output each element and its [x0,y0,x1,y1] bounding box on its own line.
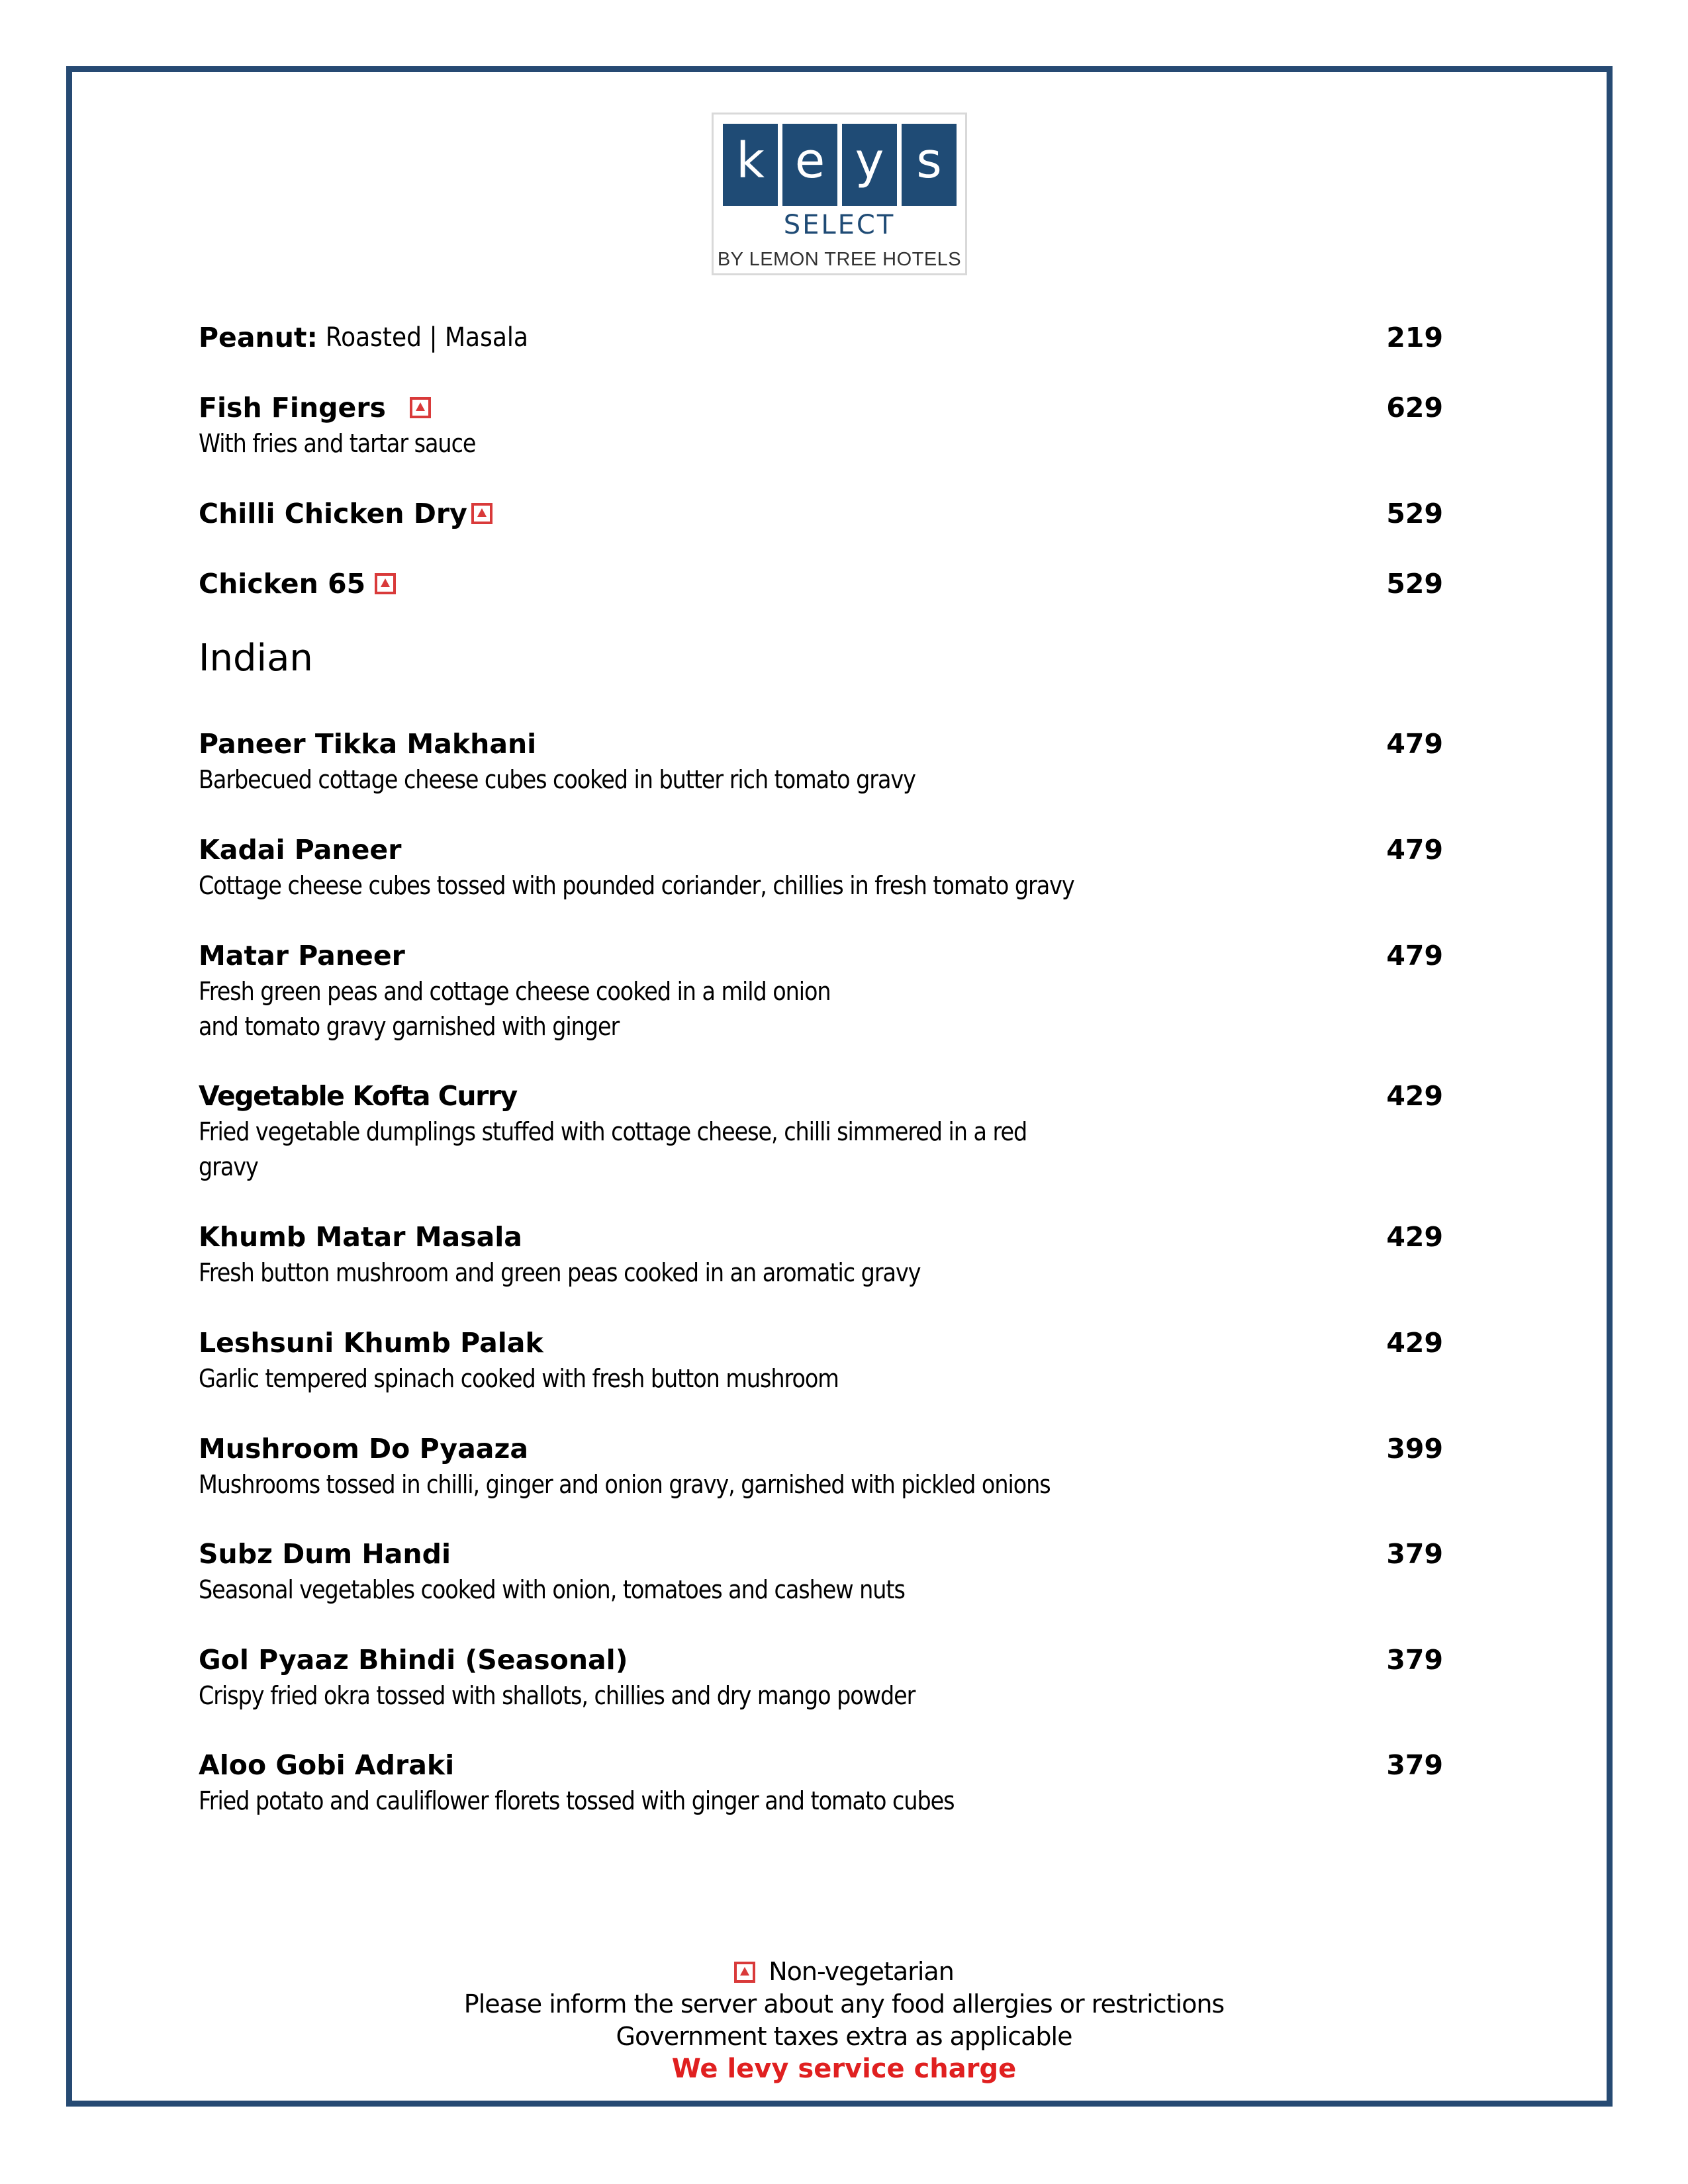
footer-service-charge: We levy service charge [671,2054,1017,2084]
item-name: Matar Paneer [199,940,405,972]
non-veg-icon [375,573,396,594]
menu-item-chilli-chicken-dry [199,495,1443,532]
item-price: 379 [1386,1644,1443,1676]
item-price: 479 [1386,940,1443,972]
item-price: 379 [1386,1749,1443,1781]
menu-item-khumb-matar-masala [199,1218,1443,1291]
item-price: 429 [1386,1080,1443,1112]
menu-item-leshsuni-khumb-palak [199,1324,1443,1396]
menu-item-kadai-paneer [199,831,1443,903]
item-price: 399 [1386,1433,1443,1465]
item-description: Seasonal vegetables cooked with onion, tomatoes and cashew nuts [199,1575,905,1604]
item-description: Barbecued cottage cheese cubes cooked in butter rich tomato gravy [199,765,915,794]
item-description: Mushrooms tossed in chilli, ginger and onion gravy, garnished with pickled onions [199,1470,1051,1499]
item-description: Fried potato and cauliflower florets tossed with ginger and tomato cubes [199,1786,955,1815]
item-name: Peanut: [199,322,318,353]
item-description: Fresh green peas and cottage cheese cooked in a mild onion [199,977,831,1006]
item-price: 219 [1386,322,1443,353]
item-price: 479 [1386,834,1443,866]
non-veg-icon [410,397,431,418]
menu-item-matar-paneer [199,937,1443,1044]
logo-letter-y: y [842,124,897,206]
item-price: 379 [1386,1538,1443,1570]
logo-letter-e: e [782,124,837,206]
item-name: Subz Dum Handi [199,1538,451,1570]
item-name: Vegetable Kofta Curry [199,1080,517,1112]
item-description: Fresh button mushroom and green peas cooked in an aromatic gravy [199,1258,921,1287]
non-veg-icon [471,503,492,524]
item-name: Chicken 65 [199,568,366,600]
item-description: Crispy fried okra tossed with shallots, chillies and dry mango powder [199,1681,915,1710]
item-price: 529 [1386,568,1443,600]
footer-tax-note: Government taxes extra as applicable [616,2022,1072,2051]
menu-item-vegetable-kofta-curry [199,1077,1443,1185]
logo-letter-boxes [723,124,957,206]
item-name: Gol Pyaaz Bhindi (Seasonal) [199,1644,628,1676]
menu-item-aloo-gobi-adraki [199,1747,1443,1819]
item-price: 629 [1386,392,1443,424]
item-name: Mushroom Do Pyaaza [199,1433,529,1465]
menu-item-peanut [199,319,1443,356]
menu-item-chicken-65 [199,565,1443,602]
non-veg-icon [734,1962,755,1983]
item-description: Fried vegetable dumplings stuffed with cottage cheese, chilli simmered in a red [199,1117,1027,1146]
item-name: Fish Fingers [199,392,386,424]
menu-item-gol-pyaaz-bhindi [199,1641,1443,1713]
logo-select-text: SELECT [783,210,896,240]
menu-item-fish-fingers [199,389,1443,461]
logo-letter-s: s [902,124,957,206]
item-name: Leshsuni Khumb Palak [199,1327,543,1359]
legend-label: Non-vegetarian [769,1957,954,1986]
footer-notes [0,1956,1688,2085]
menu-item-subz-dum-handi [199,1535,1443,1608]
item-price: 429 [1386,1327,1443,1359]
item-description: and tomato gravy garnished with ginger [199,1012,620,1041]
item-name: Khumb Matar Masala [199,1221,522,1253]
item-name: Chilli Chicken Dry [199,498,467,529]
item-description: With fries and tartar sauce [199,429,476,458]
item-price: 429 [1386,1221,1443,1253]
footer-allergy-note: Please inform the server about any food allergies or restrictions [463,1989,1225,2019]
item-name: Aloo Gobi Adraki [199,1749,455,1781]
logo-by-line: BY LEMON TREE HOTELS [717,249,962,270]
section-title-indian: Indian [199,637,313,680]
item-name: Kadai Paneer [199,834,402,866]
logo-letter-k: k [723,124,778,206]
item-options: Roasted | Masala [325,322,528,353]
keys-select-logo [712,113,967,275]
item-price: 479 [1386,728,1443,760]
item-description: Garlic tempered spinach cooked with fresh button mushroom [199,1364,839,1393]
item-price: 529 [1386,498,1443,529]
footer-legend [0,1956,1688,1988]
menu-item-mushroom-do-pyaaza [199,1430,1443,1502]
item-name: Paneer Tikka Makhani [199,728,537,760]
item-description: gravy [199,1152,258,1181]
item-description: Cottage cheese cubes tossed with pounded coriander, chillies in fresh tomato gravy [199,871,1074,900]
menu-item-paneer-tikka-makhani [199,725,1443,797]
